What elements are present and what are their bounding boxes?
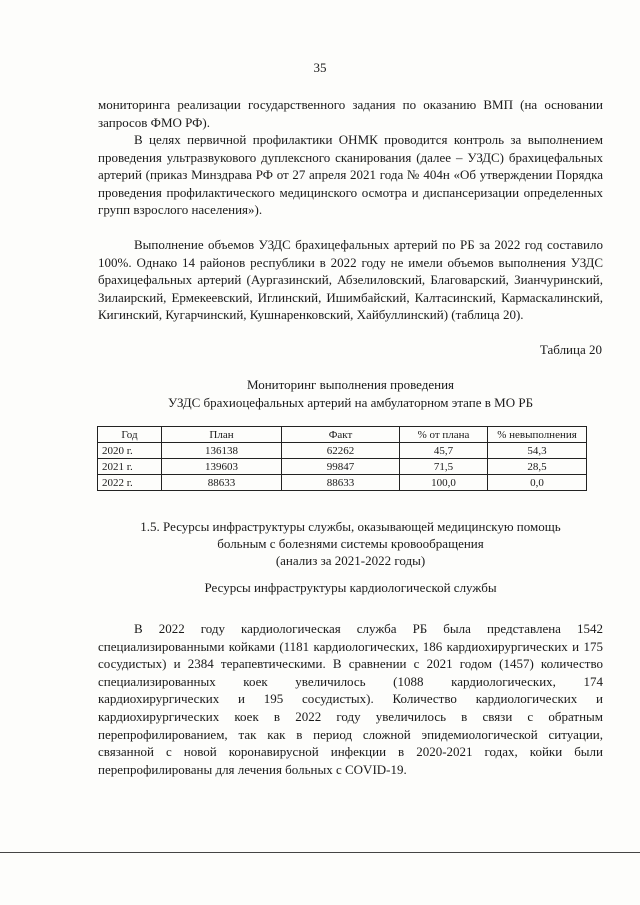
cell-year: 2022 г. — [98, 475, 162, 491]
cell-percent-unfulfilled: 0,0 — [488, 475, 587, 491]
cell-percent-unfulfilled: 54,3 — [488, 443, 587, 459]
cell-percent-plan: 100,0 — [400, 475, 488, 491]
cell-percent-plan: 71,5 — [400, 459, 488, 475]
header-year: Год — [98, 427, 162, 443]
monitoring-table — [97, 426, 587, 491]
cell-plan: 139603 — [162, 459, 282, 475]
paragraph-3: Выполнение объемов УЗДС брахицефальных артерий по РБ за 2022 год составило 100%. Однако 14 районов республики в 2022 году не имели объемов выполнения УЗДС брахицефальных артерий (Аургазинский, Абзелиловский, Благоварский, Зианчуринский, Зилаирский, Ермекеевский, Иглинский, Ишимбайский, Калтасинский, Кармаскалинский, Кигинский, Кугарчинский, Кушнаренковский, Хайбуллинский) (таблица 20). — [98, 237, 603, 323]
cell-percent-plan: 45,7 — [400, 443, 488, 459]
section-title-line-1: 1.5. Ресурсы инфраструктуры службы, оказывающей медицинскую помощь — [140, 519, 561, 534]
paragraph-1: мониторинга реализации государственного задания по оказанию ВМП (на основании запросов ФМО РФ). — [98, 97, 603, 130]
cell-plan: 136138 — [162, 443, 282, 459]
paragraph-4: В 2022 году кардиологическая служба РБ была представлена 1542 специализированными койками (1181 кардиологических, 186 кардиохирургических и 175 сосудистых) и 2384 терапевтическими. В сравнении с 2021 годом (1457) количество специализированных коек увеличилось (1088 кардиологических, 174 кардиохирургических и 195 сосудистых). Количество кардиологических и кардиохирургических коек в 2022 году увеличилось в связи с обратным перепрофилированием, так как в период сложной эпидемиологической ситуации, связанной с новой коронавирусной инфекции в 2020-2021 годах, койки были перепрофилированы для лечения больных с COVID-19. — [98, 621, 603, 777]
section-title — [98, 518, 603, 569]
subsection-title: Ресурсы инфраструктуры кардиологической службы — [204, 580, 497, 595]
table-row — [98, 475, 587, 491]
header-fact: Факт — [282, 427, 400, 443]
section-title-line-3: (анализ за 2021-2022 годы) — [275, 553, 426, 568]
header-percent-plan: % от плана — [400, 427, 488, 443]
cell-fact: 99847 — [282, 459, 400, 475]
cell-year: 2021 г. — [98, 459, 162, 475]
table-caption: Таблица 20 — [539, 342, 602, 357]
cell-percent-unfulfilled: 28,5 — [488, 459, 587, 475]
paragraph-2: В целях первичной профилактики ОНМК проводится контроль за выполнением проведения ультразвукового дуплексного сканирования (далее – УЗДС) брахицефальных артерий (приказ Минздрава РФ от 27 апреля 2021 года № 404н «Об утверждении Порядка проведения профилактического медицинского осмотра и диспансеризации определенных групп взрослого населения»). — [98, 132, 603, 218]
table-title-line-1: Мониторинг выполнения проведения — [246, 377, 455, 392]
table-row — [98, 443, 587, 459]
header-percent-unfulfilled: % невыполнения — [488, 427, 587, 443]
cell-plan: 88633 — [162, 475, 282, 491]
cell-fact: 62262 — [282, 443, 400, 459]
cell-fact: 88633 — [282, 475, 400, 491]
section-title-line-2: больным с болезнями системы кровообращения — [217, 536, 484, 551]
table-row — [98, 459, 587, 475]
table-header-row — [98, 427, 587, 443]
table-title-line-2: УЗДС брахиоцефальных артерий на амбулаторном этапе в МО РБ — [167, 394, 534, 410]
table-title — [98, 376, 603, 411]
footer-divider — [0, 852, 640, 853]
cell-year: 2020 г. — [98, 443, 162, 459]
page-number: 35 — [313, 60, 327, 75]
header-plan: План — [162, 427, 282, 443]
